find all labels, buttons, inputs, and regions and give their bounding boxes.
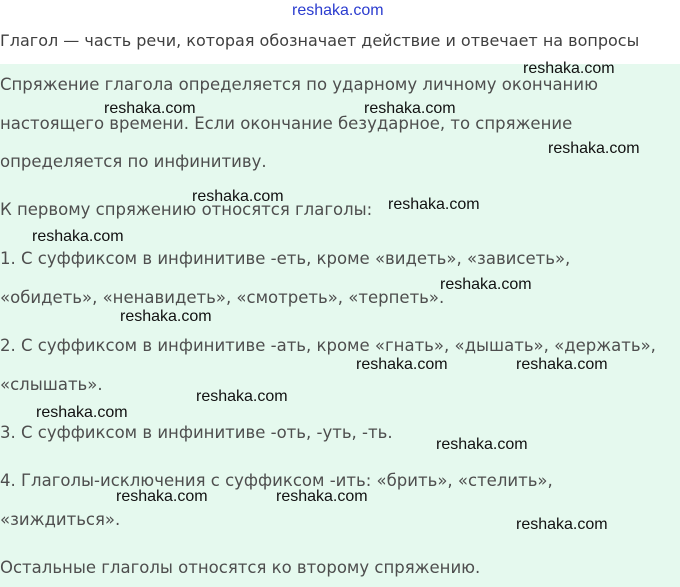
site-link[interactable]: reshaka.com (292, 2, 384, 19)
watermark: reshaka.com (120, 308, 212, 325)
text-line: «слышать». (0, 375, 103, 394)
text-line: 3. С суффиксом в инфинитиве -оть, -уть, -ть. (0, 423, 393, 442)
text-line: 4. Глаголы-исключения с суффиксом -ить: «брить», «стелить», (0, 471, 553, 490)
watermark: reshaka.com (388, 196, 480, 213)
text-line: 1. С суффиксом в инфинитиве -еть, кроме «видеть», «зависеть», (0, 249, 571, 268)
watermark: reshaka.com (116, 488, 208, 505)
watermark: reshaka.com (276, 488, 368, 505)
text-line: настоящего времени. Если окончание безударное, то спряжение (0, 114, 573, 133)
text-line: «зиждиться». (0, 510, 121, 529)
watermark: reshaka.com (548, 140, 640, 157)
text-line: Остальные глаголы относятся ко второму спряжению. (0, 558, 481, 577)
watermark: reshaka.com (523, 60, 615, 77)
watermark: reshaka.com (440, 276, 532, 293)
watermark: reshaka.com (516, 356, 608, 373)
text-line: К первому спряжению относятся глаголы: (0, 200, 373, 219)
page-header (0, 0, 680, 64)
watermark: reshaka.com (36, 404, 128, 421)
intro-text: Глагол — часть речи, которая обозначает действие и отвечает на вопросы (0, 31, 640, 50)
watermark: reshaka.com (104, 100, 196, 117)
watermark: reshaka.com (192, 188, 284, 205)
watermark: reshaka.com (516, 516, 608, 533)
watermark: reshaka.com (32, 228, 124, 245)
text-line: «обидеть», «ненавидеть», «смотреть», «терпеть». (0, 288, 445, 307)
text-line: определяется по инфинитиву. (0, 152, 267, 171)
watermark: reshaka.com (196, 388, 288, 405)
watermark: reshaka.com (364, 100, 456, 117)
text-line: 2. С суффиксом в инфинитиве -ать, кроме «гнать», «дышать», «держать», (0, 336, 656, 355)
text-line: Спряжение глагола определяется по ударному личному окончанию (0, 75, 598, 94)
watermark: reshaka.com (436, 436, 528, 453)
watermark: reshaka.com (356, 356, 448, 373)
